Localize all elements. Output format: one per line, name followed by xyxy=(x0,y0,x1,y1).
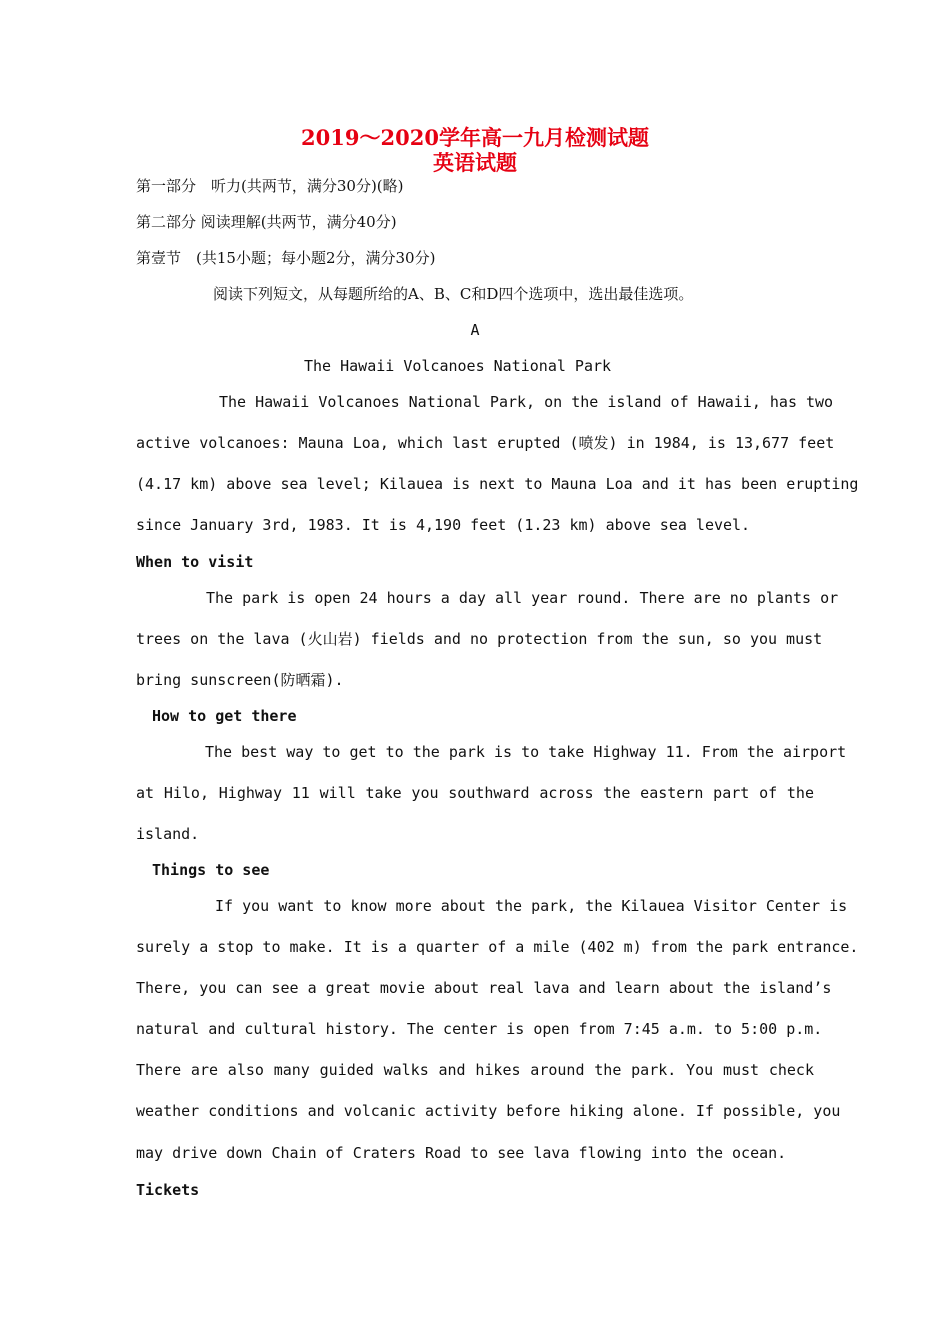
intro-line: (4.17 km) above sea level; Kilauea is next to Mauna Loa and it has been erupting xyxy=(136,475,859,493)
part1-heading: 第一部分 听力(共两节，满分30分)(略) xyxy=(136,177,404,195)
how-line: at Hilo, Highway 11 will take you southward across the eastern part of the xyxy=(136,784,814,802)
when-line: bring sunscreen(防晒霜). xyxy=(136,671,344,689)
when-line: trees on the lava (火山岩) fields and no protection from the sun, so you must xyxy=(136,630,823,648)
things-line: weather conditions and volcanic activity before hiking alone. If possible, you xyxy=(136,1102,841,1120)
things-line: If you want to know more about the park, the Kilauea Visitor Center is xyxy=(215,897,848,915)
intro-line: active volcanoes: Mauna Loa, which last erupted (喷发) in 1984, is 13,677 feet xyxy=(136,434,835,452)
things-line: natural and cultural history. The center is open from 7:45 a.m. to 5:00 p.m. xyxy=(136,1020,823,1038)
things-line: There, you can see a great movie about real lava and learn about the island’s xyxy=(136,979,832,997)
intro-line: since January 3rd, 1983. It is 4,190 feet (1.23 km) above sea level. xyxy=(136,516,751,534)
part2-heading: 第二部分 阅读理解(共两节，满分40分) xyxy=(136,213,397,231)
instruction-text: 阅读下列短文，从每题所给的A、B、C和D四个选项中，选出最佳选项。 xyxy=(213,285,694,303)
passage-title: The Hawaii Volcanoes National Park xyxy=(304,357,612,375)
exam-title: 2019～2020学年高一九月检测试题 xyxy=(301,125,649,150)
things-line: There are also many guided walks and hikes around the park. You must check xyxy=(136,1061,814,1079)
tickets-heading: Tickets xyxy=(136,1181,200,1199)
how-line: island. xyxy=(136,825,200,843)
section1-heading: 第壹节 (共15小题；每小题2分，满分30分) xyxy=(136,249,436,267)
when-line: The park is open 24 hours a day all year round. There are no plants or xyxy=(206,589,839,607)
exam-subtitle: 英语试题 xyxy=(433,150,517,175)
intro-line: The Hawaii Volcanoes National Park, on the island of Hawaii, has two xyxy=(219,393,834,411)
how-to-get-there-heading: How to get there xyxy=(152,707,297,725)
passage-letter: A xyxy=(470,321,480,339)
things-line: may drive down Chain of Craters Road to see lava flowing into the ocean. xyxy=(136,1144,787,1162)
when-to-visit-heading: When to visit xyxy=(136,553,254,571)
things-line: surely a stop to make. It is a quarter of a mile (402 m) from the park entrance. xyxy=(136,938,859,956)
how-line: The best way to get to the park is to take Highway 11. From the airport xyxy=(205,743,847,761)
things-to-see-heading: Things to see xyxy=(152,861,270,879)
